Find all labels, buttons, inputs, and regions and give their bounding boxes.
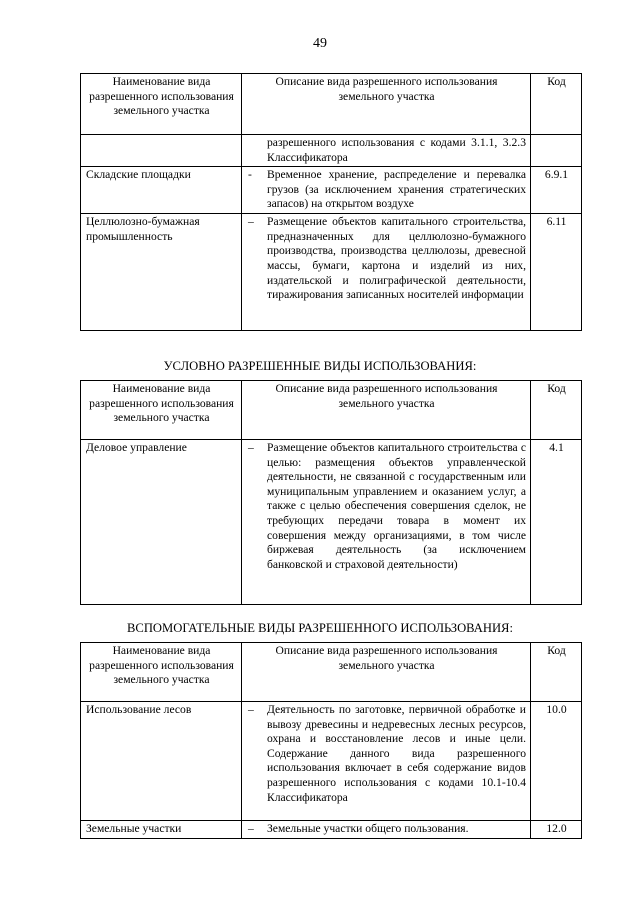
row-code: 4.1 (531, 440, 582, 605)
row-name: Использование лесов (81, 702, 242, 821)
section-title-conditional: УСЛОВНО РАЗРЕШЕННЫЕ ВИДЫ ИСПОЛЬЗОВАНИЯ: (163, 359, 477, 373)
row-code: 10.0 (531, 702, 582, 821)
conditional-uses-table (80, 380, 582, 605)
table-row (81, 702, 582, 821)
row-name: Земельные участки (81, 821, 242, 839)
row-name (81, 135, 242, 167)
row-name: Целлюлозно-бумажная промышленность (81, 214, 242, 331)
list-marker: – (248, 215, 254, 229)
row-description: разрешенного использования с кодами 3.1.1, 3.2.3 Классификатора (242, 135, 531, 167)
row-description: – Деятельность по заготовке, первичной обработке и вывозу древесины и недревесных лесных ресурсов, охрана и восстановление лесов и иные цели. Содержание данного вида разрешенного использования включает в себя содержание видов разрешенного использования с кодами 10.1-10.4 Классификатора (242, 702, 531, 821)
header-description: Описание вида разрешенного использования земельного участка (242, 381, 531, 440)
table-row (81, 440, 582, 605)
list-marker: – (248, 703, 254, 716)
row-description: – Размещение объектов капитального строительства с целью: размещения объектов управленческой деятельности, не связанной с государственным или муниципальным управлением и оказанием услуг, а также с целью обеспечения совершения сделок, не требующих передачи товара в момент их совершения между организациями, в том числе биржевая деятельность (за исключением банковской и страховой деятельности) (242, 440, 531, 605)
list-marker: – (248, 441, 254, 454)
table-row (81, 214, 582, 331)
permitted-uses-table (80, 73, 582, 331)
header-code: Код (531, 643, 582, 702)
list-marker: - (248, 168, 252, 182)
header-name: Наименование вида разрешенного использования земельного участка (81, 381, 242, 440)
row-description: - Временное хранение, распределение и перевалка грузов (за исключением хранения стратегических запасов) на открытом воздухе (242, 167, 531, 214)
row-description: – Размещение объектов капитального строительства, предназначенных для целлюлозно-бумажного производства, производства целлюлозы, древесной массы, бумаги, картона и изделий из них, издательской и полиграфической деятельности, тиражирования записанных носителей информации (242, 214, 531, 331)
table-row (81, 135, 582, 167)
row-name: Складские площадки (81, 167, 242, 214)
row-code: 6.11 (531, 214, 582, 331)
row-description: – Земельные участки общего пользования. (242, 821, 531, 839)
auxiliary-uses-table (80, 642, 582, 839)
table-row (81, 167, 582, 214)
table-header-row (81, 381, 582, 440)
row-code (531, 135, 582, 167)
header-name: Наименование вида разрешенного использования земельного участка (81, 643, 242, 702)
header-description: Описание вида разрешенного использования земельного участка (242, 74, 531, 135)
header-description: Описание вида разрешенного использования земельного участка (242, 643, 531, 702)
row-name: Деловое управление (81, 440, 242, 605)
table-header-row (81, 74, 582, 135)
header-code: Код (531, 74, 582, 135)
table-row (81, 821, 582, 839)
header-code: Код (531, 381, 582, 440)
header-name: Наименование вида разрешенного использования земельного участка (81, 74, 242, 135)
row-code: 6.9.1 (531, 167, 582, 214)
page-number: 49 (313, 36, 327, 51)
list-marker: – (248, 822, 254, 835)
section-title-auxiliary: ВСПОМОГАТЕЛЬНЫЕ ВИДЫ РАЗРЕШЕННОГО ИСПОЛЬЗОВАНИЯ: (127, 621, 513, 635)
row-code: 12.0 (531, 821, 582, 839)
table-header-row (81, 643, 582, 702)
